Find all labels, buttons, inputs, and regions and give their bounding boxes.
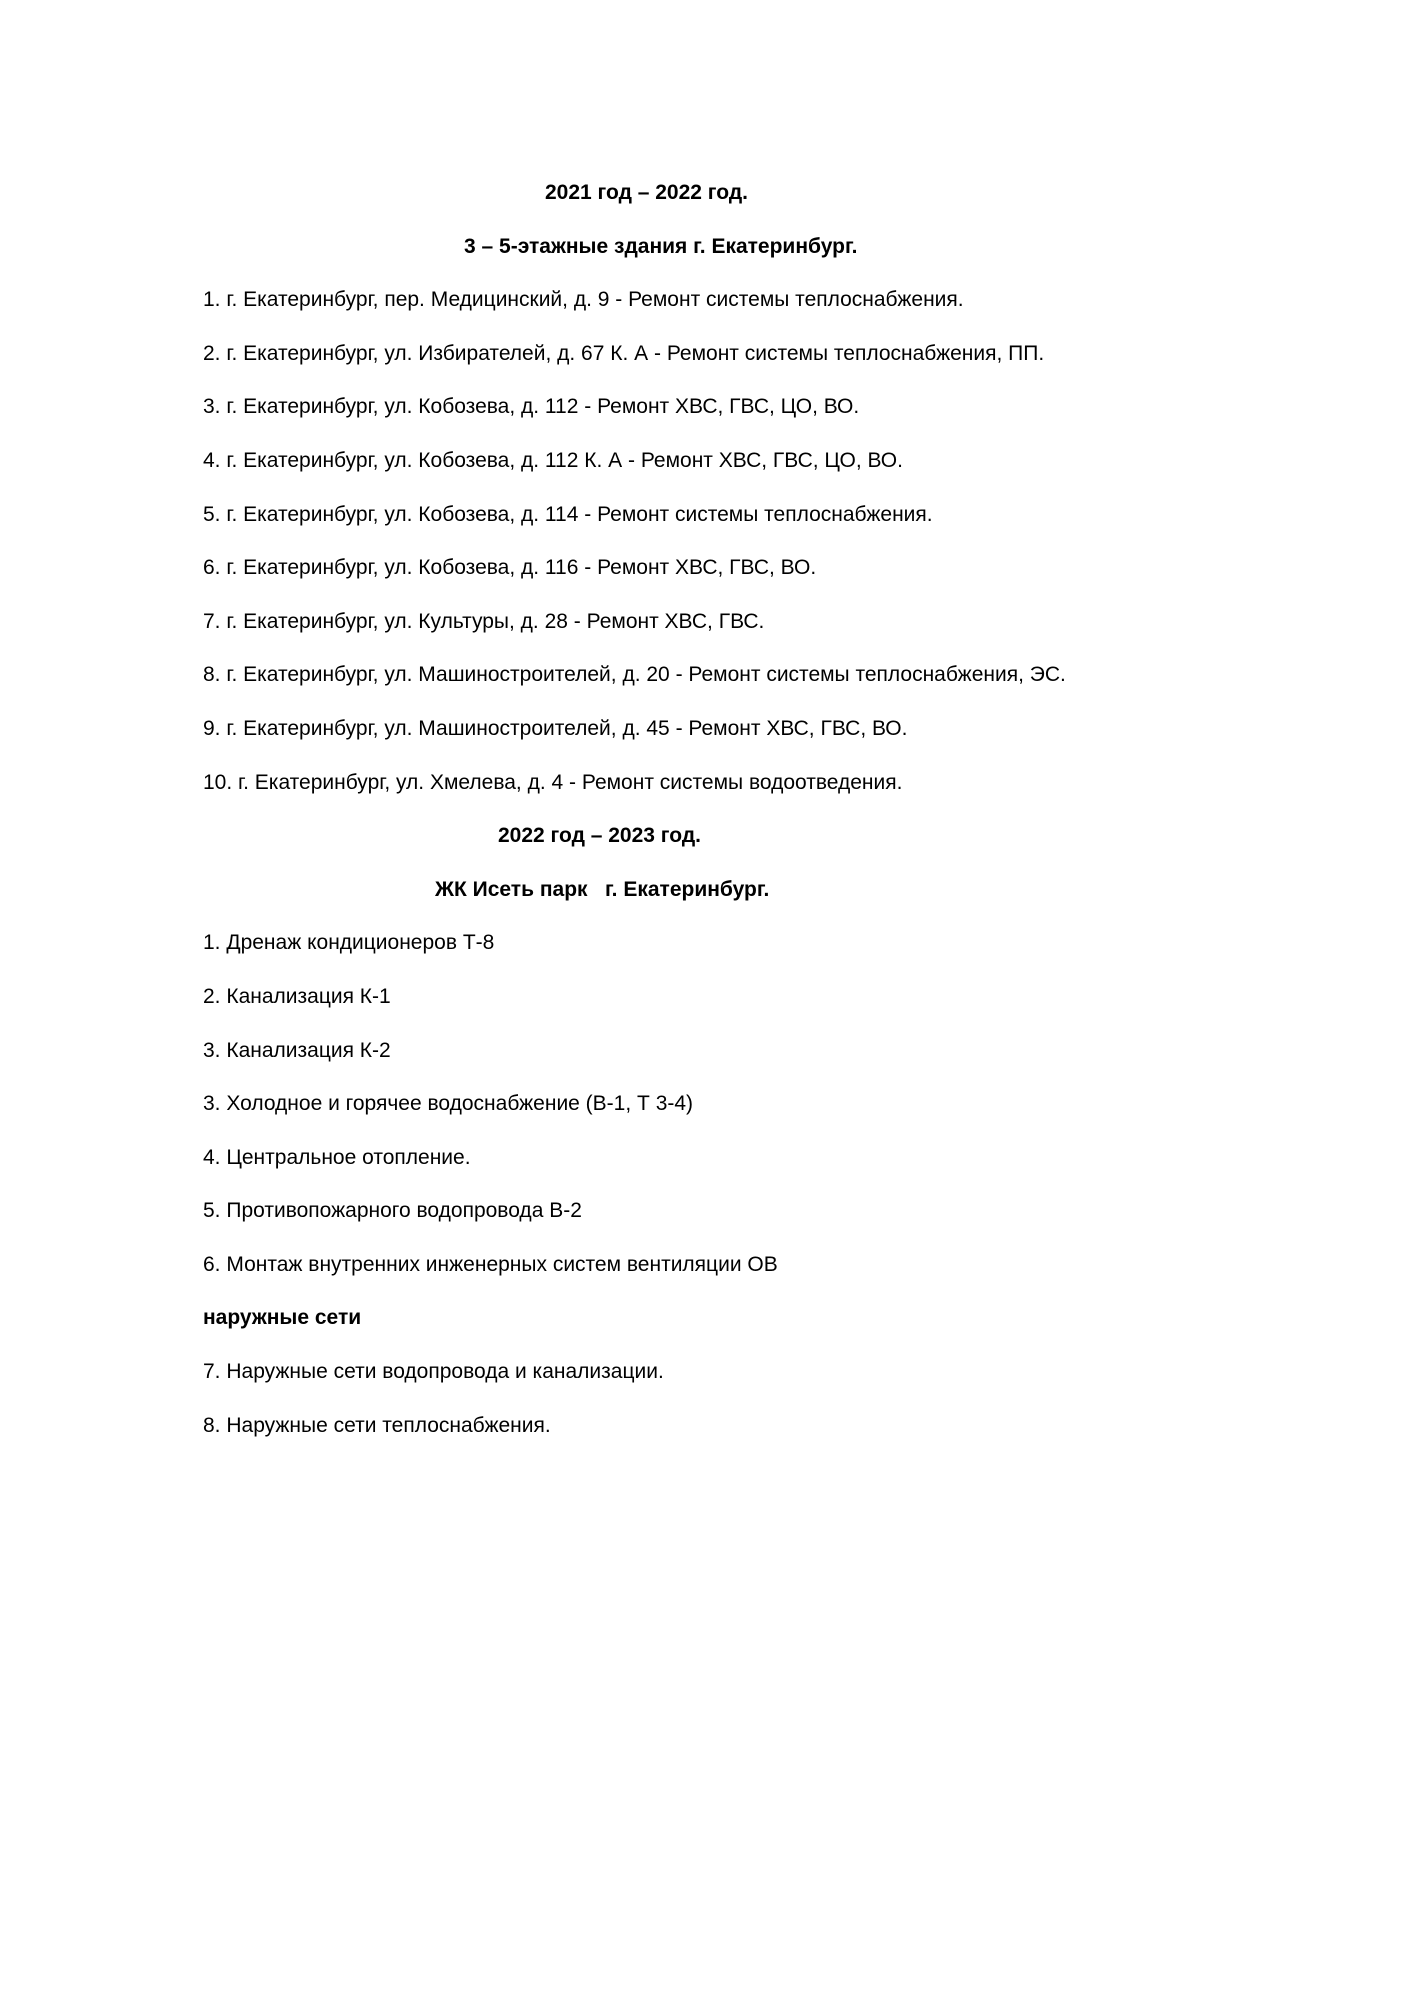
list-item: 9. г. Екатеринбург, ул. Машиностроителей, д. 45 - Ремонт ХВС, ГВС, ВО. bbox=[203, 716, 908, 740]
list-item: 10. г. Екатеринбург, ул. Хмелева, д. 4 - Ремонт системы водоотведения. bbox=[203, 770, 903, 794]
list-item: 8. г. Екатеринбург, ул. Машиностроителей, д. 20 - Ремонт системы теплоснабжения, ЭС. bbox=[203, 663, 1066, 687]
list-item: 8. Наружные сети теплоснабжения. bbox=[203, 1413, 551, 1437]
section1-list bbox=[203, 287, 1243, 795]
list-item: 3. Холодное и горячее водоснабжение (В-1, Т 3-4) bbox=[203, 1092, 694, 1116]
list-item: 2. Канализация К-1 bbox=[203, 984, 391, 1008]
list-item: 3. г. Екатеринбург, ул. Кобозева, д. 112 - Ремонт ХВС, ГВС, ЦО, ВО. bbox=[203, 395, 860, 419]
list-item: 1. г. Екатеринбург, пер. Медицинский, д. 9 - Ремонт системы теплоснабжения. bbox=[203, 288, 964, 312]
list-item: 7. Наружные сети водопровода и канализации. bbox=[203, 1360, 664, 1384]
subsection-list bbox=[203, 1359, 1243, 1439]
section2-title-heading: ЖК Исеть парк г. Екатеринбург. bbox=[435, 877, 770, 901]
section1-title-heading: 3 – 5-этажные здания г. Екатеринбург. bbox=[464, 234, 858, 258]
list-item: 7. г. Екатеринбург, ул. Культуры, д. 28 - Ремонт ХВС, ГВС. bbox=[203, 609, 765, 633]
list-item: 4. Центральное отопление. bbox=[203, 1145, 471, 1169]
list-item: 2. г. Екатеринбург, ул. Избирателей, д. 67 К. А - Ремонт системы теплоснабжения, ПП. bbox=[203, 341, 1045, 365]
document-content bbox=[203, 180, 1243, 1466]
list-item: 6. г. Екатеринбург, ул. Кобозева, д. 116 - Ремонт ХВС, ГВС, ВО. bbox=[203, 556, 817, 580]
list-item: 6. Монтаж внутренних инженерных систем вентиляции ОВ bbox=[203, 1252, 778, 1276]
section2-list bbox=[203, 930, 1243, 1278]
section1-year-heading: 2021 год – 2022 год. bbox=[545, 181, 748, 204]
subsection-heading: наружные сети bbox=[203, 1306, 362, 1330]
list-item: 5. г. Екатеринбург, ул. Кобозева, д. 114 - Ремонт системы теплоснабжения. bbox=[203, 502, 933, 526]
list-item: 1. Дренаж кондиционеров Т-8 bbox=[203, 931, 495, 955]
section2-year-heading: 2022 год – 2023 год. bbox=[498, 824, 701, 848]
list-item: 4. г. Екатеринбург, ул. Кобозева, д. 112 К. А - Ремонт ХВС, ГВС, ЦО, ВО. bbox=[203, 448, 903, 472]
list-item: 3. Канализация К-2 bbox=[203, 1038, 391, 1062]
list-item: 5. Противопожарного водопровода В-2 bbox=[203, 1199, 582, 1223]
